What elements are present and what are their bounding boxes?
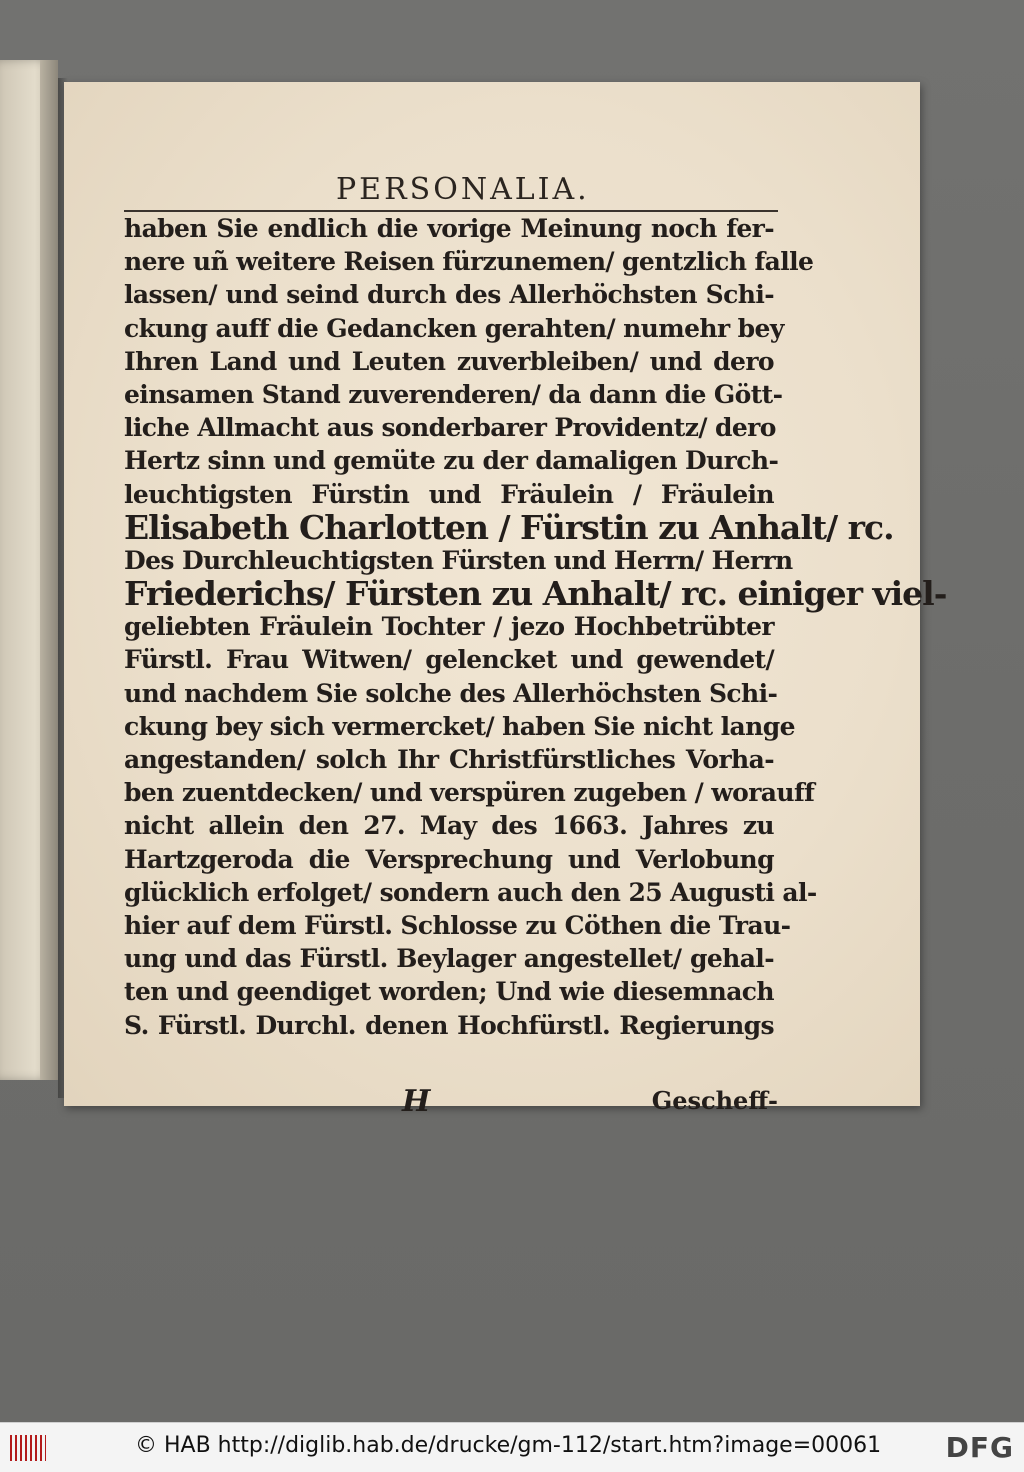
text-line: Hartzgeroda die Versprechung und Verlobung: [124, 844, 774, 874]
dfg-logo: DFG: [945, 1431, 1014, 1464]
body-text: [124, 212, 947, 1042]
text-line: Ihren Land und Leuten zuverbleiben/ und dero: [124, 346, 774, 376]
text-line: einsamen Stand zuverenderen/ da dann die Gött-: [124, 379, 783, 409]
signature-mark: H: [402, 1084, 431, 1119]
previous-page-edge: [0, 60, 58, 1080]
text-line: liche Allmacht aus sonderbarer Providentz/ dero: [124, 413, 776, 443]
scanned-page: [64, 82, 947, 1119]
text-line: ung und das Fürstl. Beylager angestellet/ gehal-: [124, 944, 774, 974]
text-line: lassen/ und seind durch des Allerhöchsten Schi-: [124, 280, 774, 310]
text-line: ckung bey sich vermercket/ haben Sie nicht lange: [124, 711, 795, 741]
text-line: Des Durchleuchtigsten Fürsten und Herrn/ Herrn: [124, 545, 793, 575]
text-line: und nachdem Sie solche des Allerhöchsten Schi-: [124, 678, 778, 708]
text-line: nere uñ weitere Reisen fürzunemen/ gentzlich falle: [124, 247, 814, 277]
text-line: glücklich erfolget/ sondern auch den 25 Augusti al-: [124, 877, 817, 907]
text-line-emphasized: Elisabeth Charlotten / Fürstin zu Anhalt/ rc.: [124, 507, 894, 547]
text-line: ckung auff die Gedancken gerahten/ numehr bey: [124, 313, 784, 343]
text-line: ben zuentdecken/ und verspüren zugeben / worauff: [124, 778, 815, 808]
text-line-emphasized: Friederichs/ Fürsten zu Anhalt/ rc. einiger viel-: [124, 574, 947, 614]
text-line: haben Sie endlich die vorige Meinung noch fer-: [124, 214, 774, 243]
text-line: leuchtigsten Fürstin und Fräulein / Fräulein: [124, 479, 774, 509]
source-credit-link[interactable]: © HAB http://diglib.hab.de/drucke/gm-112/start.htm?image=00061: [135, 1433, 882, 1458]
page-footer: [124, 1084, 778, 1120]
text-line: ten und geendiget worden; Und wie diesemnach: [124, 977, 774, 1007]
text-line: geliebten Fräulein Tochter / jezo Hochbetrübter: [124, 612, 774, 642]
catchword: Gescheff-: [651, 1086, 778, 1115]
running-head: PERSONALIA.: [336, 172, 590, 207]
text-line: nicht allein den 27. May des 1663. Jahres zu: [124, 811, 774, 841]
text-line: Fürstl. Frau Witwen/ gelencket und gewendet/: [124, 645, 774, 675]
text-line: angestanden/ solch Ihr Christfürstliches Vorha-: [124, 745, 774, 774]
barcode-icon: [10, 1435, 46, 1461]
viewer-footer-bar: [0, 1422, 1024, 1472]
text-line: S. Fürstl. Durchl. denen Hochfürstl. Regierungs: [124, 1010, 774, 1040]
book-spine: [40, 60, 58, 1080]
text-line: Hertz sinn und gemüte zu der damaligen Durch-: [124, 446, 779, 476]
text-line: hier auf dem Fürstl. Schlosse zu Cöthen die Trau-: [124, 910, 791, 940]
